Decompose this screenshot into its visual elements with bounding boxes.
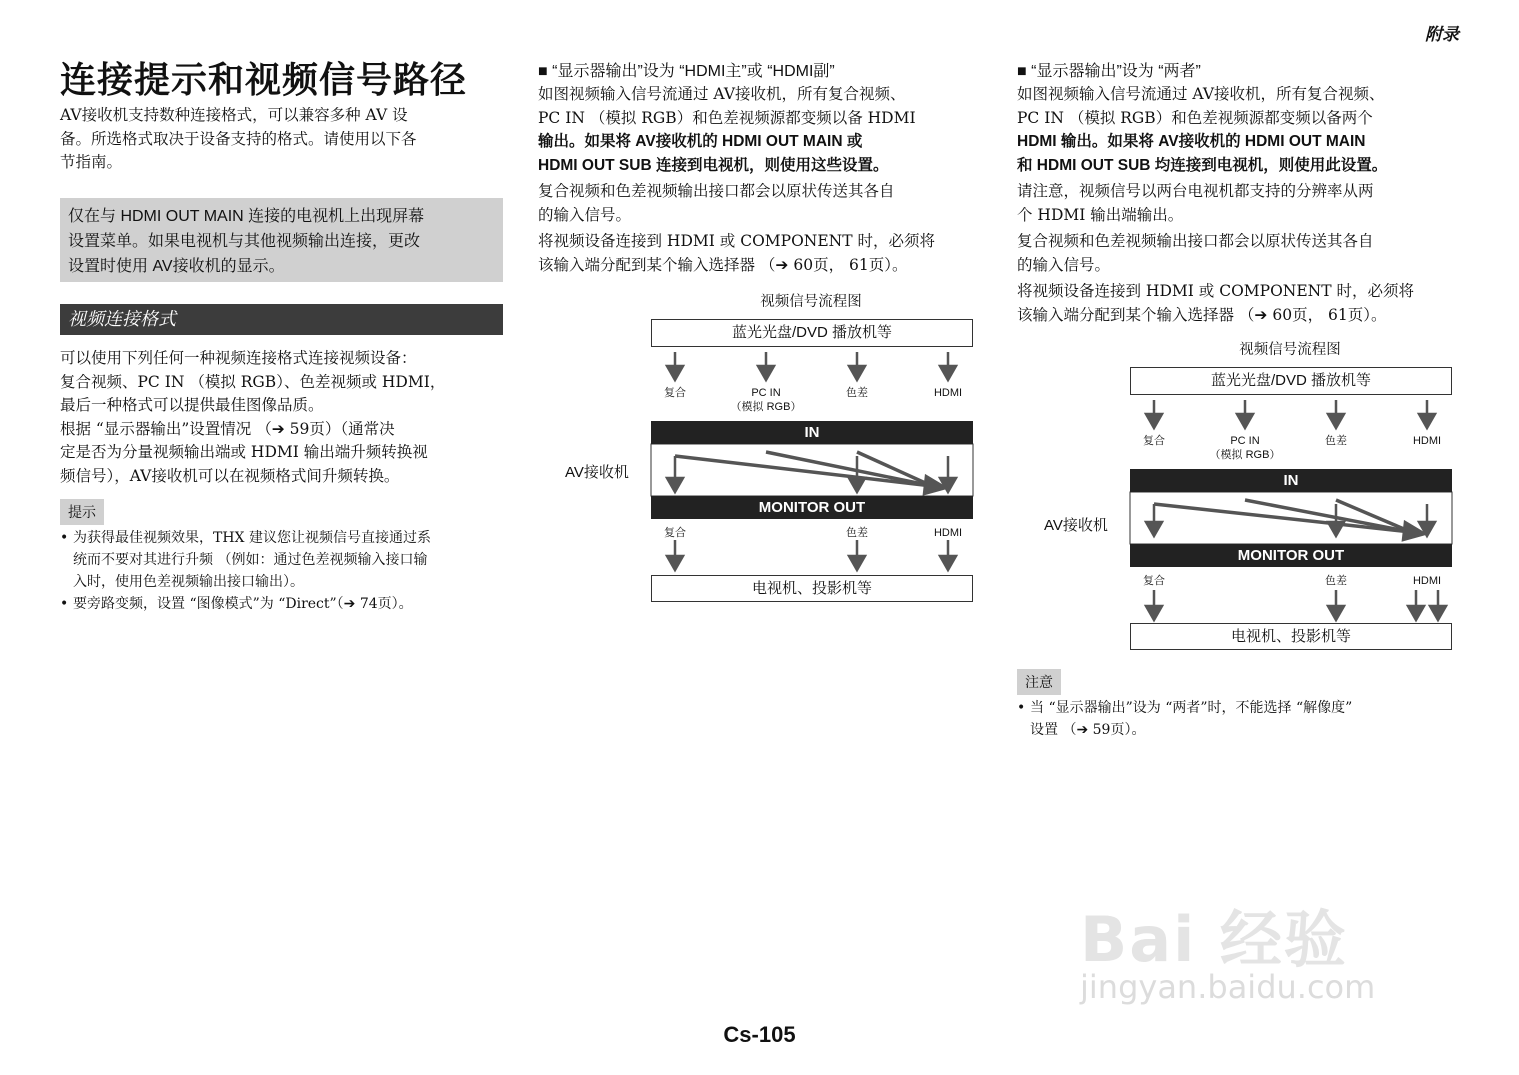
right-line: PC IN （模拟 RGB）和色差视频源都变频以备两个 [1017,108,1373,127]
tip-bullet [60,527,505,593]
notice-line: 设置菜单。如果电视机与其他视频输出连接，更改 [68,233,421,250]
notice-box [60,198,503,282]
output-label: 复合 [664,527,686,539]
tip-line: • 为获得最佳视频效果，THX 建议您让视频信号直接通过系 [73,530,431,546]
section-line: 定是否为分量视频输出端或 HDMI 输出端升频转换视 [60,443,428,461]
monitor-out-bar: MONITOR OUT [1130,544,1452,567]
input-label: HDMI [933,387,963,399]
in-bar: IN [651,421,973,444]
middle-line: 该输入端分配到某个输入选择器 （➔ 60页， 61页）。 [538,255,908,274]
middle-heading: ■ “显示器输出”设为 “HDMI主”或 “HDMI副” [538,63,835,80]
middle-line: 的输入信号。 [538,205,632,224]
tip-line: • 要旁路变频，设置 “图像模式”为 “Direct”（➔ 74页）。 [73,596,413,612]
right-line: 请注意，视频信号以两台电视机都支持的分辨率从两 [1017,182,1374,200]
signal-diagram-both [1039,338,1459,658]
receiver-label: AV接收机 [1044,517,1108,534]
output-label: 复合 [1143,575,1165,587]
output-label: 色差 [1325,575,1347,587]
diagram-title: 视频信号流程图 [760,294,862,310]
right-line: 如图视频输入信号流通过 AV接收机，所有复合视频、 [1017,85,1385,103]
source-device-box: 蓝光光盘/DVD 播放机等 [651,319,973,347]
middle-line: 将视频设备连接到 HDMI 或 COMPONENT 时，必须将 [538,232,935,250]
notice-line: 仅在与 HDMI OUT MAIN 连接的电视机上出现屏幕 [68,208,425,225]
right-line: HDMI 输出。如果将 AV接收机的 HDMI OUT MAIN [1017,133,1366,150]
right-line: 该输入端分配到某个输入选择器 （➔ 60页， 61页）。 [1017,305,1387,324]
appendix-label: 附录 [1425,25,1459,45]
right-line: 和 HDMI OUT SUB 均连接到电视机，则使用此设置。 [1017,156,1388,174]
watermark-logo: Bai 经验 [1080,903,1348,976]
section-line: 复合视频、PC IN （模拟 RGB）、色差视频或 HDMI， [60,372,446,391]
output-label: HDMI [1412,575,1442,587]
input-sublabel: （模拟 RGB） [730,401,802,413]
section-line: 最后一种格式可以提供最佳图像品质。 [60,396,324,414]
middle-line: 输出。如果将 AV接收机的 HDMI OUT MAIN 或 [538,133,863,150]
intro-line: 节指南。 [60,153,123,171]
note-bullet [1017,697,1462,741]
signal-diagram-single [560,290,980,610]
input-label: 色差 [846,387,868,399]
source-device-box: 蓝光光盘/DVD 播放机等 [1130,367,1452,395]
input-label: HDMI [1412,435,1442,447]
note-line: 设置 （➔ 59页）。 [1030,722,1146,738]
sink-device-box: 电视机、投影机等 [1130,623,1452,650]
right-line: 复合视频和色差视频输出接口都会以原状传送其各自 [1017,232,1374,250]
in-bar: IN [1130,469,1452,492]
right-line: 将视频设备连接到 HDMI 或 COMPONENT 时，必须将 [1017,282,1414,300]
input-label: 复合 [664,387,686,399]
page-title: 连接提示和视频信号路径 [60,60,468,101]
middle-line: 如图视频输入信号流通过 AV接收机，所有复合视频、 [538,85,906,103]
receiver-label: AV接收机 [565,464,629,481]
watermark-url: jingyan.baidu.com [1080,968,1376,1006]
input-label: PC IN [751,387,781,399]
section-line: 可以使用下列任何一种视频连接格式连接视频设备： [60,349,417,367]
middle-line: HDMI OUT SUB 连接到电视机，则使用这些设置。 [538,156,889,174]
right-text [1017,83,1462,327]
intro-text [60,104,505,175]
tip-bullet [60,593,505,615]
tip-line: 入时，使用色差视频输出接口输出）。 [73,574,304,590]
section-body [60,347,505,488]
note-line: • 当 “显示器输出”设为 “两者”时，不能选择 “解像度” [1030,700,1353,716]
note-label: 注意 [1017,669,1061,695]
notice-line: 设置时使用 AV接收机的显示。 [68,258,285,275]
middle-line: PC IN （模拟 RGB）和色差视频源都变频以备 HDMI [538,108,916,127]
monitor-out-bar: MONITOR OUT [651,496,973,519]
page-number: Cs-105 [723,1022,796,1047]
sink-device-box: 电视机、投影机等 [651,575,973,602]
intro-line: 备。所选格式取决于设备支持的格式。请使用以下各 [60,129,417,148]
tip-label: 提示 [60,499,104,525]
middle-text [538,83,988,277]
input-label: 色差 [1325,435,1347,447]
tip-line: 统而不要对其进行升频 （例如：通过色差视频输入接口输 [73,552,428,568]
note-list [1017,697,1462,741]
section-line: 频信号），AV接收机可以在视频格式间升频转换。 [60,466,400,485]
input-label: PC IN [1230,435,1260,447]
tip-list [60,527,505,615]
right-line: 个 HDMI 输出端输出。 [1017,205,1184,224]
intro-line: AV接收机支持数种连接格式，可以兼容多种 AV 设 [60,106,408,124]
right-heading: ■ “显示器输出”设为 “两者” [1017,63,1201,80]
input-label: 复合 [1143,435,1165,447]
diagram-arrows [1039,338,1459,658]
input-sublabel: （模拟 RGB） [1209,449,1281,461]
right-line: 的输入信号。 [1017,255,1111,274]
output-label: 色差 [846,527,868,539]
middle-line: 复合视频和色差视频输出接口都会以原状传送其各自 [538,182,895,200]
output-label: HDMI [933,527,963,539]
section-line: 根据 “显示器输出”设置情况 （➔ 59页）（通常决 [60,419,395,438]
diagram-arrows [560,290,980,610]
diagram-title: 视频信号流程图 [1239,342,1341,358]
section-heading: 视频连接格式 [60,304,503,335]
